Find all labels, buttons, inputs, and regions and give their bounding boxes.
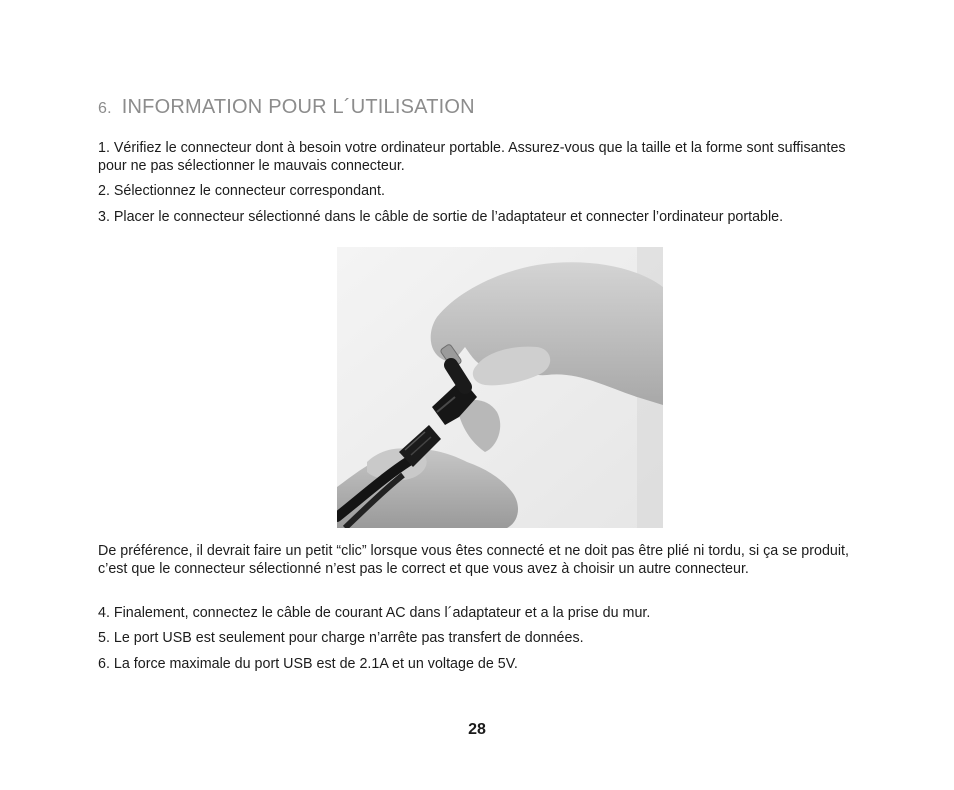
section-title: INFORMATION POUR L´UTILISATION bbox=[121, 96, 475, 118]
instruction-step-1: 1. Vérifiez le connecteur dont à besoin votre ordinateur portable. Assurez-vous que la taille et la forme sont suffisantes pour ne pas sélectionner le mauvais connecteur. bbox=[98, 140, 846, 174]
instruction-step-3: 3. Placer le connecteur sélectionné dans le câble de sortie de l’adaptateur et connecter l’ordinateur portable. bbox=[98, 209, 784, 225]
instruction-step-5: 5. Le port USB est seulement pour charge n’arrête pas transfert de données. bbox=[98, 630, 584, 646]
section-heading bbox=[98, 96, 475, 119]
page-number: 28 bbox=[468, 721, 486, 738]
section-number: 6. bbox=[98, 100, 112, 117]
instruction-step-4: 4. Finalement, connectez le câble de courant AC dans l´adaptateur et a la prise du mur. bbox=[98, 605, 651, 621]
instruction-step-6: 6. La force maximale du port USB est de 2.1A et un voltage de 5V. bbox=[98, 656, 518, 672]
instruction-step-2: 2. Sélectionnez le connecteur correspondant. bbox=[98, 183, 385, 199]
click-note-paragraph: De préférence, il devrait faire un petit “clic” lorsque vous êtes connecté et ne doit pas être plié ni tordu, si ça se produit, c’est que le connecteur sélectionné n’est pas le correct et que vous avez à choisir un autre connecteur. bbox=[98, 543, 849, 577]
connector-photo bbox=[337, 247, 663, 528]
